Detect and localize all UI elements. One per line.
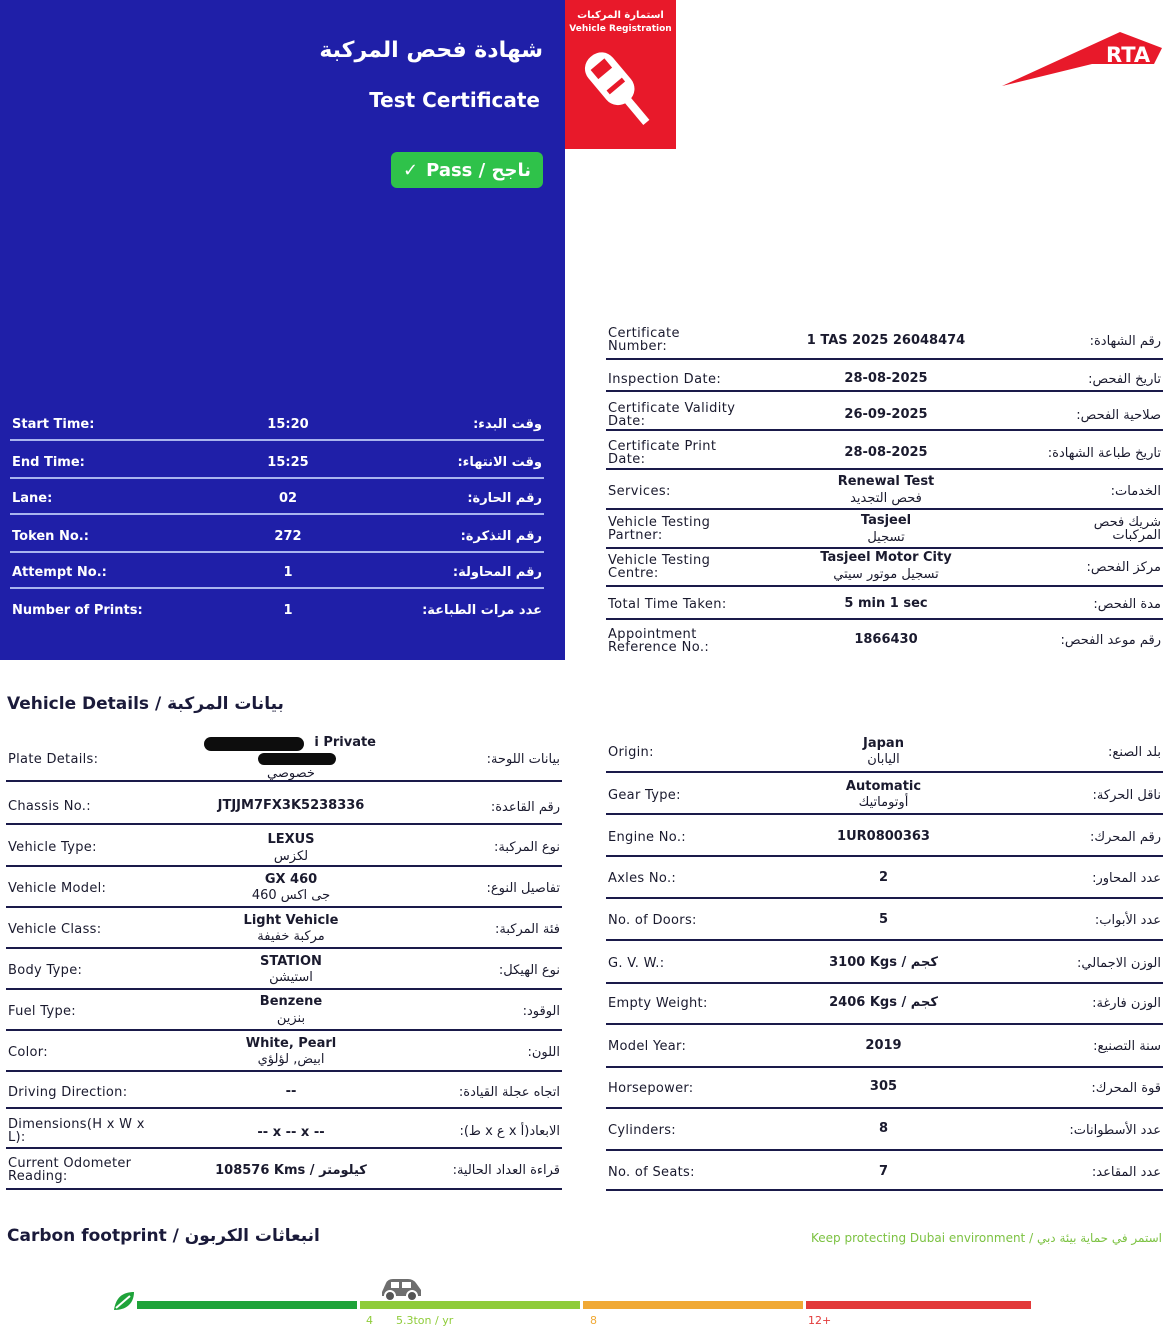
field-value: 7 bbox=[878, 1164, 889, 1179]
field-label: Number of Prints: bbox=[12, 603, 143, 618]
field-label-ar: صلاحية الفحص: bbox=[1076, 408, 1161, 423]
field-value: 15:25 bbox=[267, 455, 309, 470]
field-label-ar: رقم المحرك: bbox=[1089, 830, 1161, 845]
field-label: Vehicle Testing Partner: bbox=[608, 515, 711, 543]
field-value: 3100 Kgs / كجم bbox=[829, 955, 938, 970]
field-label: Vehicle Class: bbox=[8, 922, 102, 937]
field-value-ar: اليابان bbox=[867, 752, 900, 767]
field-value: White, Pearl bbox=[245, 1036, 337, 1051]
field-value: 26-09-2025 bbox=[844, 407, 928, 422]
field-value: -- bbox=[285, 1084, 297, 1099]
field-value: 2 bbox=[878, 870, 889, 885]
field-label-ar: اللون: bbox=[527, 1045, 560, 1060]
field-value: 28-08-2025 bbox=[844, 371, 928, 386]
carbon-footprint-title: Carbon footprint / انبعاثات الكربون bbox=[7, 1226, 320, 1246]
field-value-ar: جى اكس 460 bbox=[251, 888, 331, 903]
field-label-ar: مركز الفحص: bbox=[1086, 560, 1161, 575]
certificate-row bbox=[606, 623, 1163, 659]
vehicle-row bbox=[6, 1074, 562, 1109]
field-label: Chassis No.: bbox=[8, 799, 91, 814]
field-value-ar: مركبة خفيفة bbox=[257, 929, 325, 944]
field-label-ar: وقت الانتهاء: bbox=[457, 455, 542, 470]
vehicle-row bbox=[606, 817, 1163, 857]
vehicle-row bbox=[6, 869, 562, 908]
field-value: 02 bbox=[278, 491, 298, 506]
redaction-mark bbox=[204, 737, 304, 751]
field-value: 2019 bbox=[865, 1038, 902, 1053]
vehicle-row bbox=[606, 901, 1163, 941]
field-label: Lane: bbox=[12, 491, 53, 506]
field-label-ar: رقم الشهادة: bbox=[1089, 334, 1161, 349]
field-value: 272 bbox=[274, 529, 302, 544]
field-value: 1 bbox=[283, 565, 293, 580]
field-label-ar: فئة المركبة: bbox=[495, 922, 560, 937]
certificate-row bbox=[606, 472, 1163, 510]
scale-tick: 12+ bbox=[808, 1314, 832, 1326]
field-label-ar: شريك فحص المركبات bbox=[1093, 515, 1161, 543]
plate-category: i Private bbox=[314, 735, 376, 750]
vehicle-row bbox=[606, 986, 1163, 1025]
field-label: Current Odometer Reading: bbox=[8, 1156, 132, 1184]
field-value: Benzene bbox=[259, 994, 323, 1009]
field-label-ar: مدة الفحص: bbox=[1093, 597, 1161, 612]
field-label: Color: bbox=[8, 1045, 48, 1060]
scale-tick: 8 bbox=[590, 1314, 597, 1326]
certificate-row bbox=[606, 395, 1163, 431]
scale-bar-low bbox=[137, 1301, 357, 1309]
field-value: 1UR0800363 bbox=[837, 829, 930, 844]
vehicle-registration-badge bbox=[565, 0, 676, 149]
field-label-ar: رقم المحاولة: bbox=[452, 565, 542, 580]
field-label-ar: رقم موعد الفحص: bbox=[1060, 633, 1161, 648]
field-label-ar: اتجاه عجلة القيادة: bbox=[458, 1085, 560, 1100]
environment-note: استمر في حماية بيئة دبي / Keep protecting Dubai environment bbox=[811, 1231, 1162, 1245]
scale-tick: 4 bbox=[366, 1314, 373, 1326]
field-value: 15:20 bbox=[267, 417, 309, 432]
field-label: Certificate Number: bbox=[608, 326, 680, 354]
field-label-ar: الوزن فارغة: bbox=[1092, 996, 1161, 1011]
field-label: Empty Weight: bbox=[608, 996, 708, 1011]
field-value: Tasjeel bbox=[860, 513, 912, 528]
field-label: End Time: bbox=[12, 455, 85, 470]
field-value-ar: بنزين bbox=[276, 1011, 306, 1026]
field-label-ar: رقم التذكرة: bbox=[460, 529, 542, 544]
field-label-ar: وقت البدء: bbox=[473, 417, 542, 432]
field-label-ar: ناقل الحركة: bbox=[1092, 788, 1161, 803]
field-label: Token No.: bbox=[12, 529, 89, 544]
scale-bar-high bbox=[583, 1301, 803, 1309]
certificate-row bbox=[606, 551, 1163, 587]
field-label-ar: سنة التصنيع: bbox=[1093, 1039, 1161, 1054]
field-label-ar: تفاصيل النوع: bbox=[486, 881, 560, 896]
field-label-ar: الابعاد(أ x ع x ط): bbox=[459, 1124, 560, 1139]
check-icon: ✓ bbox=[403, 159, 419, 181]
field-label: Dimensions(H x W x L): bbox=[8, 1117, 145, 1145]
summary-panel bbox=[0, 0, 565, 660]
field-label-ar: قوة المحرك: bbox=[1091, 1081, 1161, 1096]
vehicle-details-title: Vehicle Details / بيانات المركبة bbox=[7, 694, 284, 714]
field-value: JTJJM7FX3K5238336 bbox=[217, 798, 365, 813]
field-value: Tasjeel Motor City bbox=[820, 550, 952, 565]
field-value-ar: لكزس bbox=[273, 849, 309, 864]
field-label: Horsepower: bbox=[608, 1081, 694, 1096]
field-label-ar: رقم القاعدة: bbox=[490, 800, 560, 815]
field-label: Vehicle Model: bbox=[8, 881, 107, 896]
field-label: Vehicle Type: bbox=[8, 840, 97, 855]
field-label-ar: قراءة العداد الحالية: bbox=[452, 1163, 560, 1178]
field-value-ar: فحص التجديد bbox=[850, 491, 922, 506]
session-row bbox=[10, 590, 544, 627]
field-label-ar: الخدمات: bbox=[1110, 484, 1161, 499]
field-label-ar: نوع المركبة: bbox=[494, 840, 560, 855]
field-label-ar: عدد المقاعد: bbox=[1091, 1165, 1161, 1180]
field-label: Vehicle Testing Centre: bbox=[608, 553, 711, 581]
field-value: STATION bbox=[260, 954, 322, 969]
field-label-ar: تاريخ طباعة الشهادة: bbox=[1047, 446, 1161, 461]
field-value: Automatic bbox=[845, 779, 922, 794]
field-value-ar: استيشن bbox=[269, 970, 313, 985]
field-value: Renewal Test bbox=[837, 474, 935, 489]
field-label-ar: تاريخ الفحص: bbox=[1088, 372, 1161, 387]
field-value: Light Vehicle bbox=[243, 913, 339, 928]
rta-logo bbox=[998, 24, 1162, 90]
badge-label: Vehicle Registration bbox=[569, 24, 672, 34]
certificate-row bbox=[606, 512, 1163, 549]
pen-icon bbox=[571, 42, 669, 140]
certificate-row bbox=[606, 589, 1163, 620]
vehicle-row bbox=[606, 859, 1163, 899]
field-value: -- x -- x -- bbox=[257, 1125, 325, 1140]
vehicle-row bbox=[6, 732, 562, 782]
field-value: 1 TAS 2025 26048474 bbox=[806, 333, 966, 348]
vehicle-row bbox=[6, 951, 562, 990]
field-value: 8 bbox=[878, 1121, 889, 1136]
field-label-ar: عدد مرات الطباعة: bbox=[422, 603, 542, 618]
field-label: Axles No.: bbox=[608, 871, 677, 886]
scale-bar-very-high bbox=[806, 1301, 1031, 1309]
field-value-ar: أوتوماتيك bbox=[858, 795, 909, 810]
field-label: Services: bbox=[608, 484, 671, 499]
title-arabic: شهادة فحص المركبة bbox=[319, 38, 543, 63]
field-value: 5 min 1 sec bbox=[844, 596, 928, 611]
field-value: 1866430 bbox=[854, 632, 918, 647]
field-label: Inspection Date: bbox=[608, 372, 722, 387]
field-label: Attempt No.: bbox=[12, 565, 107, 580]
vehicle-row bbox=[606, 943, 1163, 984]
scale-bar-medium bbox=[360, 1301, 580, 1309]
field-value-ar: تسجيل موتور سيتي bbox=[833, 567, 939, 582]
field-label: Appointment Reference No.: bbox=[608, 627, 710, 655]
field-label-ar: عدد المحاور: bbox=[1092, 871, 1161, 886]
session-row bbox=[10, 552, 544, 589]
field-label-ar: بيانات اللوحة: bbox=[486, 752, 560, 767]
field-value: 5 bbox=[878, 912, 889, 927]
status-badge bbox=[391, 152, 543, 188]
certificate-row bbox=[606, 322, 1163, 360]
field-value: GX 460 bbox=[264, 872, 318, 887]
session-row bbox=[10, 516, 544, 553]
field-value: LEXUS bbox=[267, 832, 315, 847]
field-label: Body Type: bbox=[8, 963, 83, 978]
session-row bbox=[10, 442, 544, 479]
vehicle-row bbox=[606, 1070, 1163, 1109]
field-value: 1 bbox=[283, 603, 293, 618]
field-value: Japan bbox=[863, 736, 904, 751]
leaf-icon bbox=[112, 1290, 136, 1312]
session-row bbox=[10, 404, 544, 441]
field-value-ar: ابيض, لؤلؤي bbox=[257, 1052, 325, 1067]
field-label: Plate Details: bbox=[8, 752, 99, 767]
field-label: Cylinders: bbox=[608, 1123, 676, 1138]
field-label-ar: رقم الحارة: bbox=[467, 491, 542, 506]
scale-tick: 5.3ton / yr bbox=[396, 1314, 454, 1326]
certificate-row bbox=[606, 362, 1163, 392]
vehicle-row bbox=[6, 1033, 562, 1072]
field-label-ar: نوع الهيكل: bbox=[498, 963, 560, 978]
field-label: No. of Seats: bbox=[608, 1165, 695, 1180]
field-label: Driving Direction: bbox=[8, 1085, 128, 1100]
field-label-ar: عدد الأسطوانات: bbox=[1069, 1123, 1161, 1138]
vehicle-row bbox=[6, 785, 562, 825]
field-label-ar: الوقود: bbox=[522, 1004, 560, 1019]
field-label-ar: الوزن الاجمالي: bbox=[1077, 956, 1161, 971]
vehicle-row bbox=[606, 1027, 1163, 1068]
field-label: Certificate Print Date: bbox=[608, 439, 717, 467]
vehicle-row bbox=[6, 1111, 562, 1149]
session-row bbox=[10, 478, 544, 515]
field-label: Model Year: bbox=[608, 1039, 687, 1054]
field-label: Fuel Type: bbox=[8, 1004, 76, 1019]
logo-text: RTA bbox=[1106, 43, 1151, 67]
page-title: Test Certificate bbox=[369, 88, 540, 112]
status-text: Pass / ناجح bbox=[426, 159, 531, 181]
vehicle-row bbox=[6, 1151, 562, 1190]
field-value: 28-08-2025 bbox=[844, 445, 928, 460]
field-value: 2406 Kgs / كجم bbox=[829, 995, 938, 1010]
vehicle-row bbox=[6, 992, 562, 1031]
field-label: No. of Doors: bbox=[608, 913, 697, 928]
field-value: 108576 Kms / كيلومتر bbox=[215, 1163, 367, 1178]
field-label-ar: عدد الأبواب: bbox=[1094, 913, 1161, 928]
vehicle-row bbox=[606, 1111, 1163, 1151]
car-icon bbox=[378, 1274, 424, 1302]
field-label: Start Time: bbox=[12, 417, 95, 432]
certificate-row bbox=[606, 434, 1163, 470]
plate-type-ar: خصوصي bbox=[267, 766, 315, 781]
field-label: Total Time Taken: bbox=[608, 597, 727, 612]
field-label: Certificate Validity Date: bbox=[608, 401, 736, 429]
badge-label-ar: استمارة المركبات bbox=[577, 10, 664, 21]
field-label: G. V. W.: bbox=[608, 956, 665, 971]
field-label: Engine No.: bbox=[608, 830, 686, 845]
field-label: Origin: bbox=[608, 745, 654, 760]
field-value-ar: تسجيل bbox=[867, 530, 905, 545]
vehicle-row bbox=[6, 827, 562, 867]
field-value: 305 bbox=[869, 1079, 898, 1094]
redaction-mark bbox=[258, 753, 336, 765]
vehicle-row bbox=[606, 775, 1163, 815]
vehicle-row bbox=[606, 732, 1163, 773]
vehicle-row bbox=[606, 1153, 1163, 1191]
vehicle-row bbox=[6, 910, 562, 949]
field-label-ar: بلد الصنع: bbox=[1108, 745, 1161, 760]
field-label: Gear Type: bbox=[608, 788, 681, 803]
